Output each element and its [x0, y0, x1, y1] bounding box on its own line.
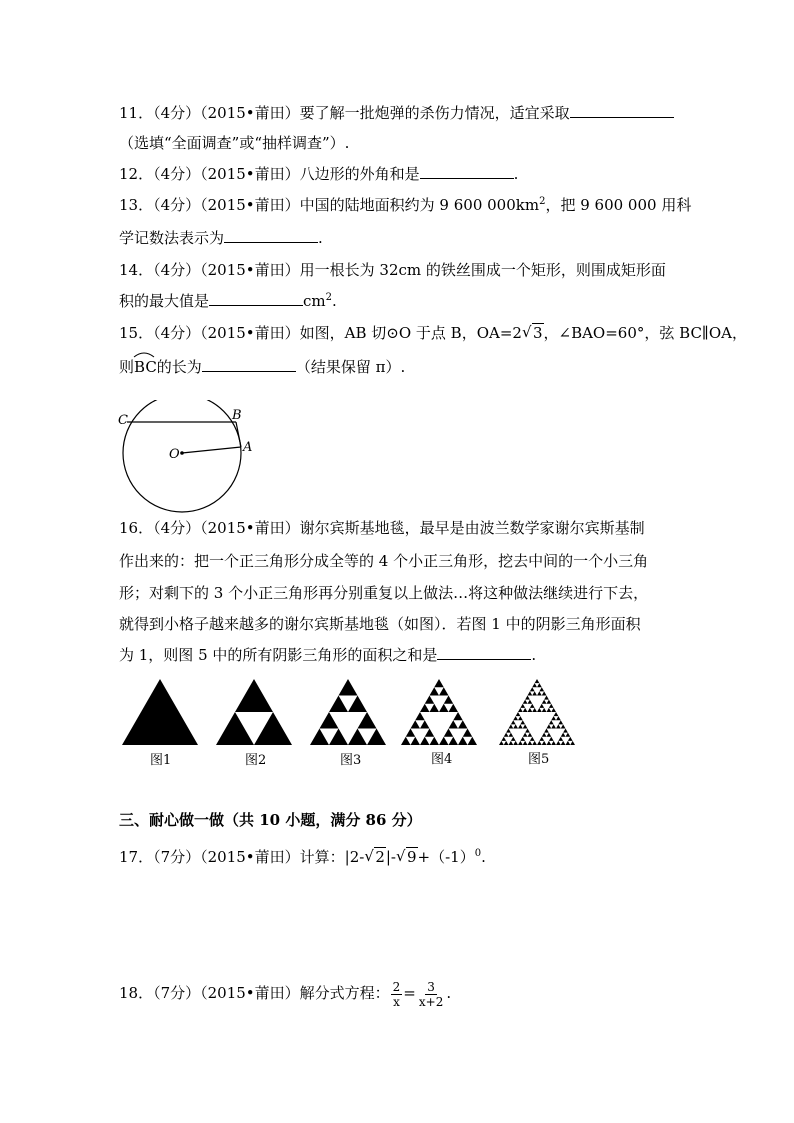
q14-text-b: 积的最大值是 — [119, 292, 210, 310]
sierpinski-figure-5 — [499, 679, 575, 745]
section3-title — [119, 810, 422, 830]
center-point — [180, 451, 184, 455]
sqrt2-radicand: 2 — [375, 848, 385, 866]
equals-sign: = — [403, 984, 416, 1002]
q15-text-a: 15．（4分）（2015•莆田）如图，AB 切⊙O 于点 B，OA=2 — [119, 324, 522, 342]
q16-line5 — [119, 645, 536, 665]
q12-line — [119, 164, 518, 184]
q13-text-a: 13．（4分）（2015•莆田）中国的陆地面积约为 9 600 000km — [119, 196, 540, 214]
fig1-label: 图1 — [150, 753, 172, 768]
q15-line1 — [119, 323, 747, 343]
q17-line — [119, 847, 486, 867]
section3-title-text: 三、耐心做一做（共 10 小题，满分 86 分） — [119, 811, 422, 829]
q17-sup: 0 — [474, 848, 482, 859]
q13-text-c: 学记数法表示为 — [119, 229, 225, 247]
q16-text-1: 16．（4分）（2015•莆田）谢尔宾斯基地毯，最早是由波兰数学家谢尔宾斯基制 — [119, 519, 645, 537]
q15-text-e: （结果保留 π）. — [295, 358, 406, 376]
q14-text: 14．（4分）（2015•莆田）用一根长为 32cm 的铁丝围成一个矩形，则围成矩形面 — [119, 261, 666, 279]
q17-text-a: 17．（7分）（2015•莆田）计算：|2- — [119, 848, 365, 866]
label-a: A — [243, 440, 253, 455]
q14-answer-blank[interactable] — [209, 291, 303, 306]
sqrt-radicand: 3 — [532, 324, 543, 342]
q18-line — [119, 978, 451, 1009]
sierpinski-figure-3 — [310, 679, 386, 745]
label-b: B — [232, 408, 242, 423]
q15-answer-blank[interactable] — [202, 357, 296, 372]
q16-period: . — [531, 646, 537, 664]
q13-text-b: ，把 9 600 000 用科 — [545, 196, 692, 214]
q16-text-4: 就得到小格子越来越多的谢尔宾斯基地毯（如图）．若图 1 中的阴影三角形面积 — [119, 615, 641, 633]
sierpinski-figure-4 — [401, 679, 477, 745]
fig2-label: 图2 — [245, 753, 267, 768]
q13-period: . — [318, 229, 323, 247]
fraction-3-over-x-plus-2 — [417, 980, 445, 1009]
q18-period: . — [446, 984, 452, 1002]
q15-line2 — [119, 357, 405, 377]
q11-line2 — [119, 133, 349, 153]
q13-sup: 2 — [539, 196, 546, 207]
q14-period: . — [332, 292, 337, 310]
q15-text-d: 的长为 — [156, 358, 202, 376]
q16-line1 — [119, 518, 645, 538]
q13-line2 — [119, 228, 323, 248]
q15-text-b: ，∠BAO=60°，弦 BC∥OA， — [543, 324, 747, 342]
arc-bc — [134, 357, 157, 377]
sqrt-9 — [396, 847, 418, 867]
q11-line1 — [119, 103, 674, 123]
q11-options-text: （选填“全面调查”或“抽样调查”）. — [119, 134, 350, 152]
q11-text: 11．（4分）（2015•莆田）要了解一批炮弹的杀伤力情况，适宜采取 — [119, 104, 570, 122]
q14-sup: 2 — [325, 292, 333, 303]
sqrt-2 — [364, 847, 386, 867]
q14-line1 — [119, 260, 666, 280]
q15-text-c: 则 — [119, 358, 135, 376]
q13-answer-blank[interactable] — [224, 228, 318, 243]
q16-line3 — [119, 583, 648, 603]
q17-text-c: +（-1） — [417, 848, 475, 866]
q16-line2 — [119, 551, 648, 571]
circle-o — [123, 400, 241, 512]
q16-text-3: 形；对剩下的 3 个小正三角形再分别重复以上做法…将这种做法继续进行下去， — [119, 584, 649, 602]
q12-period: . — [513, 165, 519, 183]
fig5-label: 图5 — [528, 752, 550, 767]
q11-answer-blank[interactable] — [570, 103, 674, 118]
q14-unit: cm — [303, 292, 326, 310]
arc-label: BC — [134, 358, 157, 376]
q16-text-5: 为 1，则图 5 中的所有阴影三角形的面积之和是 — [119, 646, 438, 664]
tangent-ab — [236, 422, 241, 447]
sierpinski-figure-1 — [122, 679, 198, 745]
frac1-denominator: x — [393, 994, 400, 1009]
label-c: C — [118, 413, 128, 428]
sierpinski-figures — [118, 676, 588, 748]
q16-line4 — [119, 614, 641, 634]
fig4-label: 图4 — [431, 752, 453, 767]
frac2-numerator: 3 — [427, 979, 435, 994]
fraction-2-over-x — [391, 980, 403, 1009]
q16-text-2: 作出来的：把一个正三角形分成全等的 4 个小正三角形，挖去中间的一个小三角 — [119, 552, 649, 570]
label-o: O — [169, 447, 180, 462]
q18-text: 18．（7分）（2015•莆田）解分式方程： — [119, 984, 390, 1002]
segment-oa — [182, 447, 241, 453]
q17-text-b: |- — [385, 848, 396, 866]
q13-line1 — [119, 195, 691, 215]
q12-answer-blank[interactable] — [420, 164, 514, 179]
q17-period: . — [481, 848, 486, 866]
fig3-label: 图3 — [340, 753, 362, 768]
frac1-numerator: 2 — [392, 979, 401, 994]
sierpinski-figure-2 — [216, 679, 292, 745]
q14-line2 — [119, 291, 337, 311]
sqrt-3 — [522, 323, 544, 343]
q12-text: 12．（4分）（2015•莆田）八边形的外角和是 — [119, 165, 420, 183]
frac2-denominator: x+2 — [418, 994, 444, 1009]
sqrt9-radicand: 9 — [407, 848, 417, 866]
q16-answer-blank[interactable] — [437, 645, 531, 660]
